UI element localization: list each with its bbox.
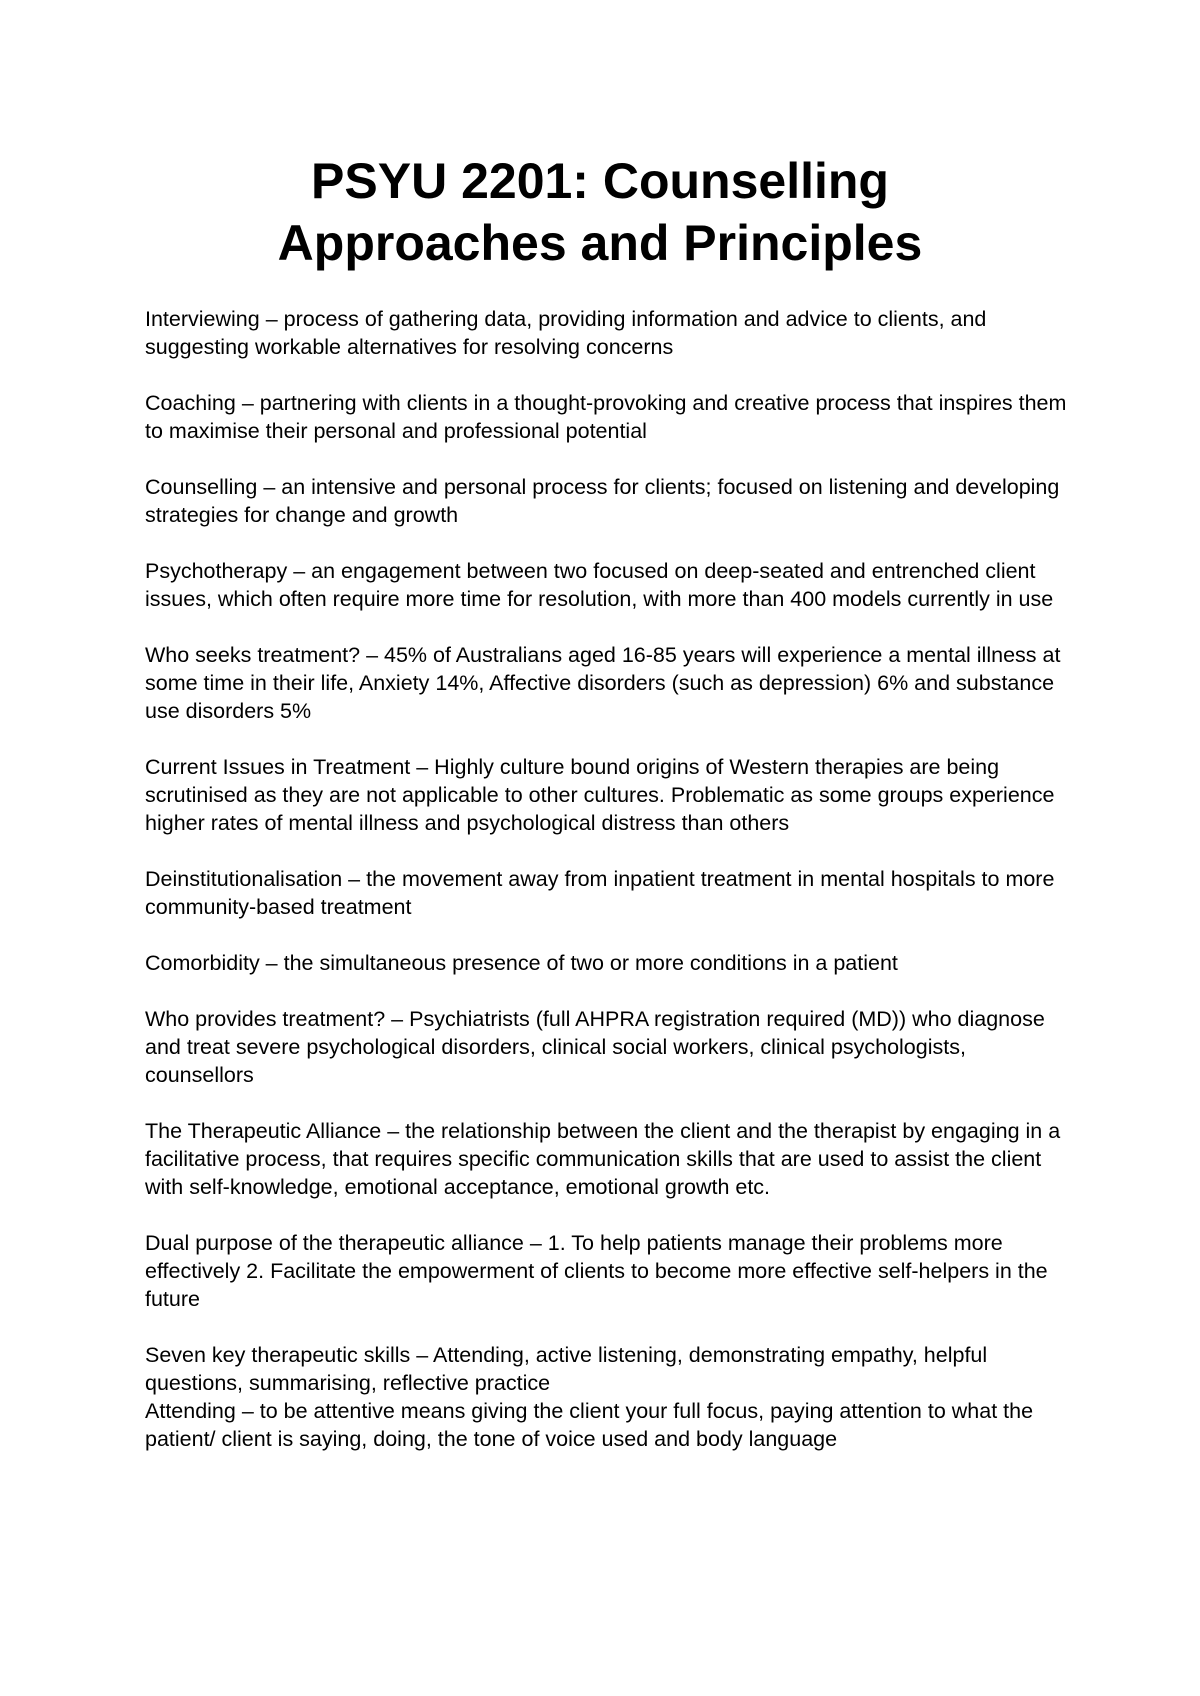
document-title [0,150,1200,274]
paragraph-seven-key-skills: Seven key therapeutic skills – Attending, active listening, demonstrating empathy, helpful questions, summarising, reflective practice [145,1343,988,1395]
paragraph-dual-purpose: Dual purpose of the therapeutic alliance – 1. To help patients manage their problems more effectively 2. Facilitate the empowerment of clients to become more effective self-helpers in the future [145,1231,1048,1311]
paragraph-comorbidity: Comorbidity – the simultaneous presence of two or more conditions in a patient [145,951,898,975]
title-line-1: PSYU 2201: Counselling [311,153,889,209]
document-body [145,305,1075,1481]
paragraph-attending: Attending – to be attentive means giving the client your full focus, paying attention to what the patient/ client is saying, doing, the tone of voice used and body language [145,1399,1034,1451]
paragraph-who-seeks-treatment: Who seeks treatment? – 45% of Australians aged 16-85 years will experience a mental illness at some time in their life, Anxiety 14%, Affective disorders (such as depression) 6% and substance use disorders 5% [145,643,1061,723]
title-line-2: Approaches and Principles [277,215,923,271]
paragraph-coaching: Coaching – partnering with clients in a thought-provoking and creative process that inspires them to maximise their personal and professional potential [145,391,1067,443]
paragraph-deinstitutionalisation: Deinstitutionalisation – the movement away from inpatient treatment in mental hospitals to more community-based treatment [145,867,1055,919]
paragraph-counselling: Counselling – an intensive and personal process for clients; focused on listening and developing strategies for change and growth [145,475,1060,527]
paragraph-current-issues: Current Issues in Treatment – Highly culture bound origins of Western therapies are being scrutinised as they are not applicable to other cultures. Problematic as some groups experience higher rates of mental illness and psychological distress than others [145,755,1055,835]
paragraph-who-provides-treatment: Who provides treatment? – Psychiatrists (full AHPRA registration required (MD)) who diagnose and treat severe psychological disorders, clinical social workers, clinical psychologists, counsellors [145,1007,1045,1087]
paragraph-therapeutic-alliance: The Therapeutic Alliance – the relationship between the client and the therapist by engaging in a facilitative process, that requires specific communication skills that are used to assist the client with self-knowledge, emotional acceptance, emotional growth etc. [145,1119,1061,1199]
paragraph-interviewing: Interviewing – process of gathering data, providing information and advice to clients, and suggesting workable alternatives for resolving concerns [145,307,987,359]
paragraph-psychotherapy: Psychotherapy – an engagement between two focused on deep-seated and entrenched client issues, which often require more time for resolution, with more than 400 models currently in use [145,559,1054,611]
